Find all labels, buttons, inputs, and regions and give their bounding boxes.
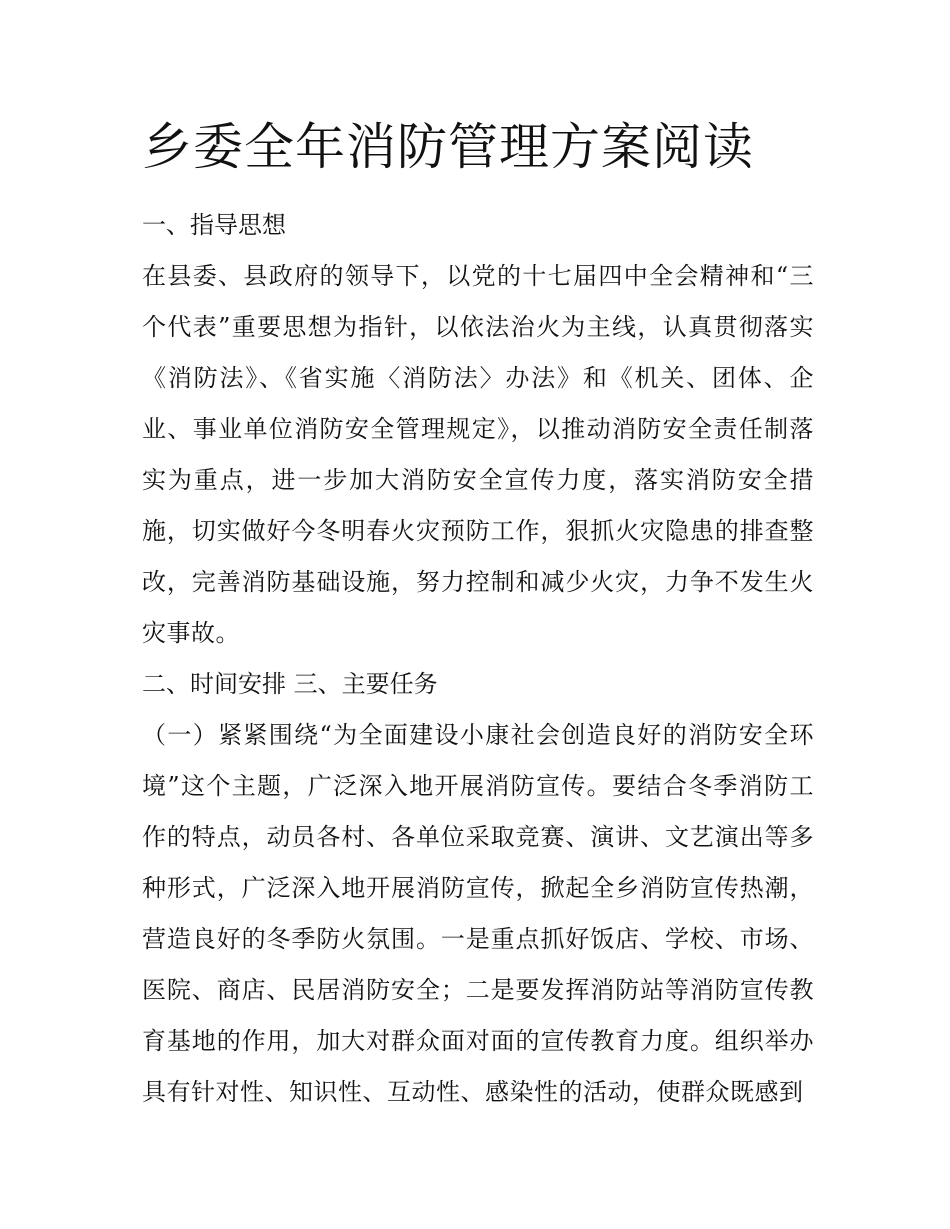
paragraph-main-tasks: （一）紧紧围绕“为全面建设小康社会创造良好的消防安全环境”这个主题，广泛深入地开展消防宣传。要结合冬季消防工作的特点，动员各村、各单位采取竞赛、演讲、文艺演出等多种形式，广泛深入地开展消防宣传，掀起全乡消防宣传热潮，营造良好的冬季防火氛围。一是重点抓好饭店、学校、市场、医院、商店、民居消防安全；二是要发挥消防站等消防宣传教育基地的作用，加大对群众面对面的宣传教育力度。组织举办具有针对性、知识性、互动性、感染性的活动，使群众既感到 — [142, 721, 814, 1106]
document-title: 乡委全年消防管理方案阅读 — [142, 118, 754, 176]
document-body — [142, 112, 814, 1118]
paragraph-guiding-ideology: 在县委、县政府的领导下，以党的十七届四中全会精神和“三个代表”重要思想为指针，以依法治火为主线，认真贯彻落实《消防法》、《省实施〈消防法〉办法》和《机关、团体、企业、事业单位消防安全管理规定》，以推动消防安全责任制落实为重点，进一步加大消防安全宣传力度，落实消防安全措施，切实做好今冬明春火灾预防工作，狠抓火灾隐患的排查整改，完善消防基础设施，努力控制和减少火灾，力争不发生火灾事故。 — [142, 262, 814, 647]
section-heading-schedule-tasks: 二、时间安排 三、主要任务 — [142, 670, 438, 698]
section-heading-guiding-ideology: 一、指导思想 — [142, 211, 286, 239]
